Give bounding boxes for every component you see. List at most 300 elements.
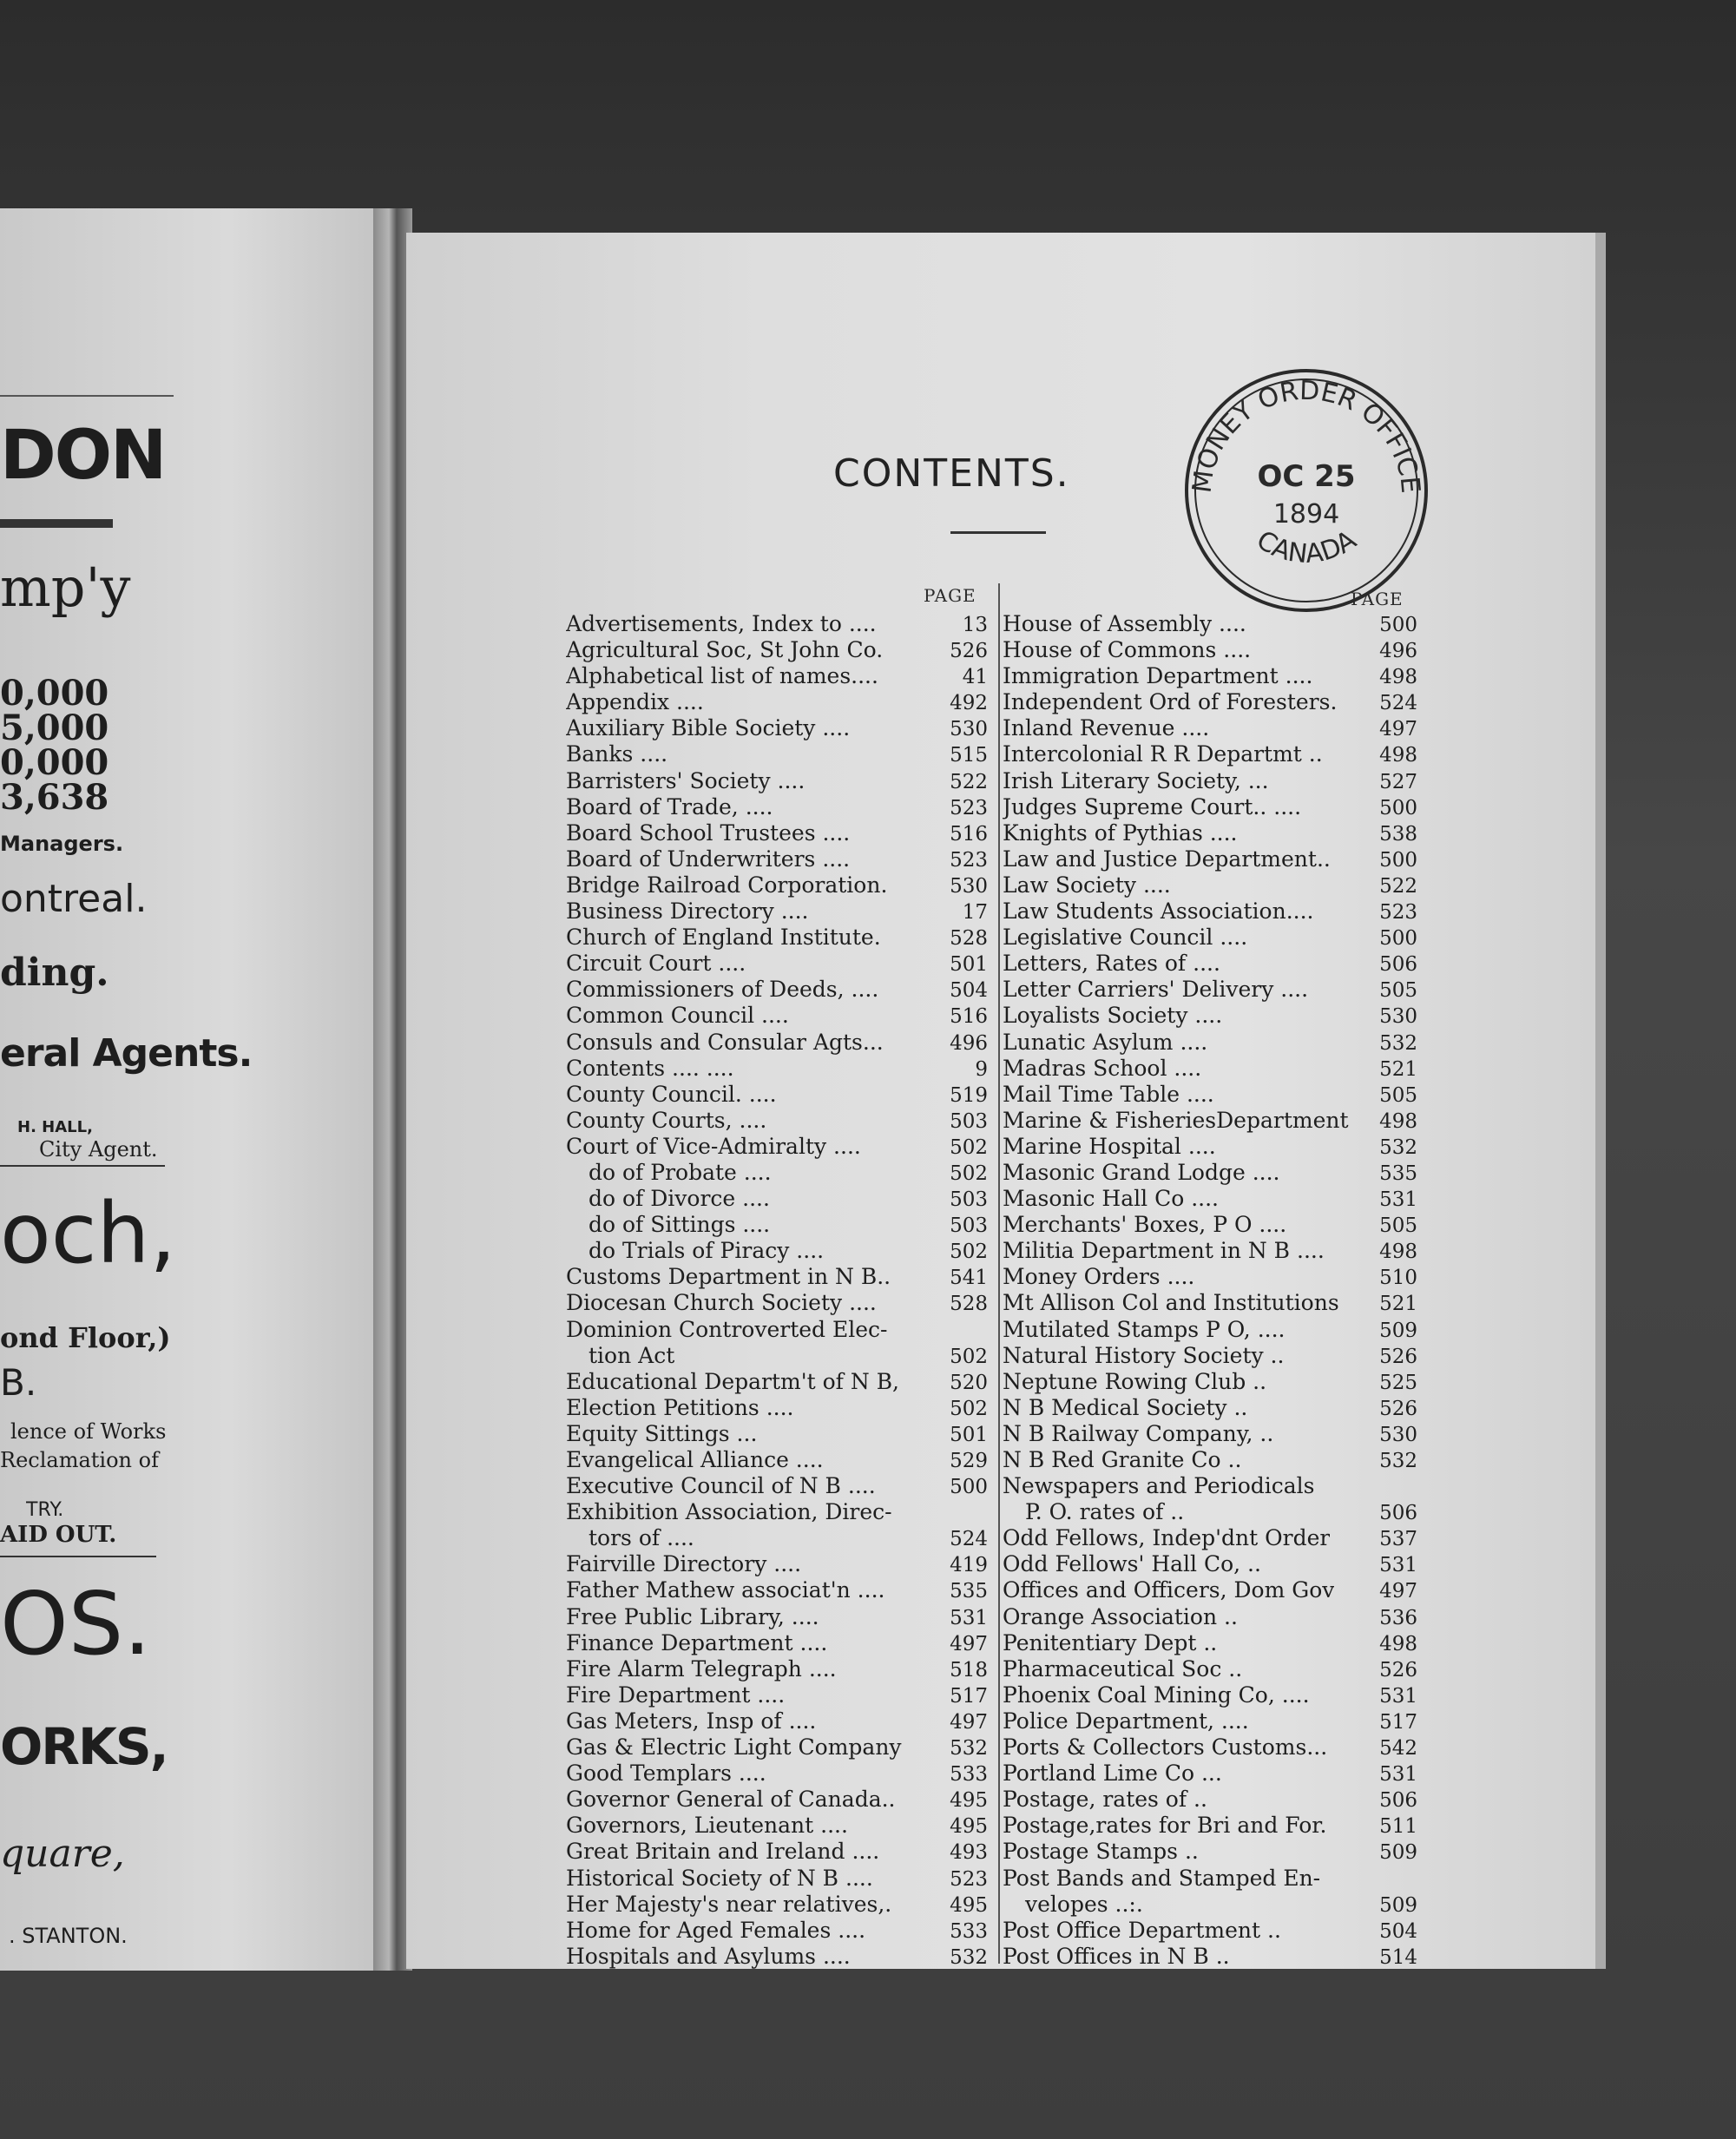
contents-entry bbox=[1003, 1212, 1417, 1238]
contents-entry-page: 517 bbox=[1379, 1710, 1417, 1734]
contents-entry bbox=[566, 1082, 988, 1108]
contents-entry bbox=[566, 1290, 988, 1316]
contents-entry-title: Business Directory .... bbox=[566, 898, 809, 925]
contents-entry-page: 506 bbox=[1379, 1502, 1417, 1525]
contents-entry-page: 535 bbox=[950, 1580, 988, 1603]
contents-entry-page: 506 bbox=[1379, 953, 1417, 977]
left-facing-page bbox=[0, 208, 382, 1971]
contents-entry bbox=[566, 872, 988, 898]
contents-entry-page: 514 bbox=[1379, 1945, 1417, 1969]
contents-entry bbox=[566, 1525, 988, 1551]
contents-entry-title: Historical Society of N B .... bbox=[566, 1865, 873, 1891]
contents-entry-page: 517 bbox=[950, 1684, 988, 1708]
contents-entry bbox=[566, 1108, 988, 1134]
contents-entry-title: Postage, rates of .. bbox=[1003, 1787, 1207, 1813]
contents-entry-title: Law Society .... bbox=[1003, 872, 1171, 898]
contents-entry bbox=[1003, 1813, 1417, 1839]
contents-entry bbox=[566, 1421, 988, 1447]
contents-entry-title: Offices and Officers, Dom Gov bbox=[1003, 1577, 1335, 1603]
left-line-agents: eral Agents. bbox=[0, 1031, 253, 1076]
contents-entry-page: 496 bbox=[1379, 640, 1417, 663]
contents-entry bbox=[1003, 1343, 1417, 1369]
contents-entry-title: velopes ..:. bbox=[1025, 1891, 1143, 1917]
contents-entry bbox=[566, 977, 988, 1003]
title-underline bbox=[950, 531, 1046, 534]
contents-entry bbox=[1003, 1369, 1417, 1395]
contents-entry-page: 505 bbox=[1379, 1083, 1417, 1107]
contents-entry bbox=[566, 1787, 988, 1813]
page-title: CONTENTS. bbox=[833, 451, 1070, 496]
contents-entry-title: do of Probate .... bbox=[589, 1159, 772, 1185]
contents-entry-page: 498 bbox=[1379, 1109, 1417, 1133]
contents-entry-title: Executive Council of N B .... bbox=[566, 1473, 876, 1499]
contents-entry-title: tors of .... bbox=[589, 1525, 694, 1551]
contents-entry bbox=[1003, 1551, 1417, 1577]
contents-entry-page: 498 bbox=[1379, 744, 1417, 767]
contents-entry-title: Home for Aged Females .... bbox=[566, 1917, 866, 1943]
contents-entry-page: 496 bbox=[950, 1031, 988, 1055]
contents-entry-page: 502 bbox=[950, 1345, 988, 1368]
contents-entry-title: Masonic Hall Co .... bbox=[1003, 1186, 1219, 1212]
contents-entry-page: 497 bbox=[950, 1710, 988, 1734]
contents-entry-page: 525 bbox=[1379, 1371, 1417, 1394]
contents-entry-title: Odd Fellows' Hall Co, .. bbox=[1003, 1551, 1261, 1577]
contents-entry bbox=[566, 1761, 988, 1787]
contents-entry-page: 500 bbox=[950, 1476, 988, 1499]
contents-entry bbox=[1003, 1108, 1417, 1134]
contents-entry-title: Board of Underwriters .... bbox=[566, 846, 851, 872]
left-line-amount-4: 3,638 bbox=[0, 777, 109, 818]
money-order-postmark bbox=[1180, 365, 1432, 616]
contents-entry-page: 537 bbox=[1379, 1528, 1417, 1551]
contents-entry-title: Appendix .... bbox=[566, 689, 704, 715]
contents-entry-page: 506 bbox=[1379, 1789, 1417, 1813]
contents-entry bbox=[1003, 1082, 1417, 1108]
contents-entry-title: P. O. rates of .. bbox=[1025, 1499, 1185, 1525]
contents-entry bbox=[1003, 1447, 1417, 1473]
contents-entry-title: Newspapers and Periodicals bbox=[1003, 1473, 1315, 1499]
stamp-top-text: MONEY ORDER OFFICE bbox=[1187, 375, 1426, 495]
contents-entry-page: 501 bbox=[950, 1423, 988, 1446]
contents-entry-page: 532 bbox=[1379, 1031, 1417, 1055]
contents-entry-title: Exhibition Association, Direc- bbox=[566, 1499, 892, 1525]
contents-entry-title: Law and Justice Department.. bbox=[1003, 846, 1331, 872]
contents-entry bbox=[566, 741, 988, 767]
contents-entry-title: House of Commons .... bbox=[1003, 637, 1252, 663]
contents-entry-page: 522 bbox=[1379, 874, 1417, 898]
left-rule-2 bbox=[0, 1165, 165, 1167]
contents-entry-title: Militia Department in N B .... bbox=[1003, 1238, 1325, 1264]
contents-entry-page: 503 bbox=[950, 1188, 988, 1212]
contents-entry bbox=[566, 1604, 988, 1630]
contents-entry-page: 500 bbox=[1379, 927, 1417, 951]
contents-entry bbox=[566, 1866, 988, 1892]
contents-entry bbox=[566, 1892, 988, 1918]
contents-entry-page: 524 bbox=[950, 1528, 988, 1551]
contents-entry bbox=[566, 768, 988, 794]
left-line-try: TRY. bbox=[26, 1499, 64, 1521]
contents-entry-page: 497 bbox=[950, 1632, 988, 1655]
contents-entry-page: 495 bbox=[950, 1893, 988, 1917]
contents-entry bbox=[566, 611, 988, 637]
contents-entry-title: N B Medical Society .. bbox=[1003, 1394, 1248, 1420]
contents-entry bbox=[1003, 1134, 1417, 1160]
contents-entry-title: Customs Department in N B.. bbox=[566, 1264, 891, 1290]
contents-entry bbox=[1003, 1866, 1417, 1892]
contents-entry bbox=[566, 663, 988, 689]
contents-entry-page: 495 bbox=[950, 1789, 988, 1813]
contents-entry-page: 502 bbox=[950, 1162, 988, 1185]
contents-entry bbox=[1003, 820, 1417, 846]
contents-entry-page: 524 bbox=[1379, 692, 1417, 715]
contents-entry bbox=[1003, 1499, 1417, 1525]
contents-entry bbox=[566, 794, 988, 820]
contents-entry-page: 531 bbox=[1379, 1554, 1417, 1577]
left-line-square: quare, bbox=[0, 1832, 125, 1876]
contents-entry-title: Money Orders .... bbox=[1003, 1264, 1195, 1290]
contents-entry-page: 516 bbox=[950, 1005, 988, 1029]
contents-entry-page: 532 bbox=[950, 1737, 988, 1761]
left-line-amount-3: 0,000 bbox=[0, 742, 109, 783]
contents-entry-page: 526 bbox=[1379, 1658, 1417, 1682]
contents-entry-title: Common Council .... bbox=[566, 1003, 789, 1029]
contents-entry bbox=[1003, 794, 1417, 820]
left-line-city-agent: City Agent. bbox=[39, 1137, 158, 1162]
contents-entry-title: Orange Association .. bbox=[1003, 1603, 1238, 1629]
contents-entry bbox=[566, 1056, 988, 1082]
left-line-aid-out: AID OUT. bbox=[0, 1522, 117, 1548]
contents-entry bbox=[566, 1003, 988, 1029]
left-line-company: mp'y bbox=[0, 556, 131, 619]
contents-entry bbox=[1003, 1473, 1417, 1499]
contents-entry bbox=[1003, 1395, 1417, 1421]
contents-entry-title: County Council. .... bbox=[566, 1081, 777, 1107]
contents-entry bbox=[566, 925, 988, 951]
contents-entry bbox=[566, 689, 988, 715]
contents-entry-page: 510 bbox=[1379, 1267, 1417, 1290]
contents-entry-page: 531 bbox=[1379, 1763, 1417, 1787]
contents-entry-title: Mail Time Table .... bbox=[1003, 1081, 1214, 1107]
contents-entry-page: 9 bbox=[975, 1057, 988, 1081]
contents-entry-page: 17 bbox=[962, 901, 988, 925]
contents-entry-page: 529 bbox=[950, 1450, 988, 1472]
contents-entry bbox=[1003, 1708, 1417, 1734]
contents-entry-page: 523 bbox=[1379, 901, 1417, 925]
contents-entry-title: Intercolonial R R Departmt .. bbox=[1003, 741, 1323, 767]
left-line-os: OS. bbox=[0, 1573, 151, 1675]
contents-entry-page: 541 bbox=[950, 1267, 988, 1290]
contents-entry-page: 492 bbox=[950, 692, 988, 715]
contents-entry-title: Immigration Department .... bbox=[1003, 663, 1313, 689]
contents-entry-title: Fairville Directory .... bbox=[566, 1551, 802, 1577]
contents-entry-title: Agricultural Soc, St John Co. bbox=[566, 637, 884, 663]
contents-entry bbox=[566, 1682, 988, 1708]
stamp-date: OC 25 bbox=[1257, 459, 1356, 494]
contents-entry bbox=[1003, 637, 1417, 663]
contents-entry-title: Penitentiary Dept .. bbox=[1003, 1629, 1218, 1655]
page-column-label-right: PAGE bbox=[1351, 589, 1404, 609]
contents-entry-page: 500 bbox=[1379, 796, 1417, 819]
contents-entry bbox=[1003, 1944, 1417, 1970]
contents-entry-page: 528 bbox=[950, 927, 988, 951]
contents-entry bbox=[1003, 1186, 1417, 1212]
contents-entry-title: Fire Department .... bbox=[566, 1682, 786, 1708]
contents-entry bbox=[566, 1839, 988, 1865]
contents-entry-title: Post Bands and Stamped En- bbox=[1003, 1865, 1321, 1891]
contents-entry bbox=[1003, 1577, 1417, 1603]
contents-entry-title: Commissioners of Deeds, .... bbox=[566, 977, 879, 1003]
contents-entry bbox=[1003, 1525, 1417, 1551]
contents-entry-page: 495 bbox=[950, 1815, 988, 1839]
contents-entry bbox=[1003, 1656, 1417, 1682]
contents-entry-title: Postage Stamps .. bbox=[1003, 1839, 1199, 1865]
contents-entry bbox=[1003, 689, 1417, 715]
contents-entry bbox=[1003, 846, 1417, 872]
contents-entry-page: 531 bbox=[1379, 1684, 1417, 1708]
left-line-b: B. bbox=[0, 1361, 37, 1404]
contents-entry-page: 522 bbox=[950, 770, 988, 793]
contents-entry-page: 530 bbox=[1379, 1005, 1417, 1029]
contents-entry bbox=[566, 1343, 988, 1369]
contents-entry-page: 502 bbox=[950, 1397, 988, 1420]
left-line-hall: H. HALL, bbox=[17, 1118, 93, 1136]
contents-entry-page: 532 bbox=[1379, 1450, 1417, 1472]
contents-entry bbox=[1003, 768, 1417, 794]
contents-entry-title: Educational Departm't of N B, bbox=[566, 1368, 900, 1394]
left-line-montreal: ontreal. bbox=[0, 877, 148, 921]
contents-entry bbox=[1003, 1761, 1417, 1787]
contents-entry-title: Barristers' Society .... bbox=[566, 767, 806, 793]
contents-entry-page: 531 bbox=[950, 1606, 988, 1629]
contents-entry-page: 500 bbox=[1379, 848, 1417, 872]
contents-entry-title: Irish Literary Society, ... bbox=[1003, 767, 1269, 793]
contents-entry-title: Alphabetical list of names.... bbox=[566, 663, 878, 689]
contents-entry bbox=[566, 1369, 988, 1395]
contents-entry-title: Governor General of Canada.. bbox=[566, 1787, 896, 1813]
contents-entry-title: Church of England Institute. bbox=[566, 925, 881, 951]
contents-entry-page: 520 bbox=[950, 1371, 988, 1394]
contents-entry-title: Consuls and Consular Agts... bbox=[566, 1029, 884, 1055]
contents-entry bbox=[566, 951, 988, 977]
contents-entry bbox=[1003, 872, 1417, 898]
contents-entry-title: Election Petitions .... bbox=[566, 1394, 794, 1420]
contents-entry bbox=[566, 1708, 988, 1734]
contents-entry-title: Court of Vice-Admiralty .... bbox=[566, 1133, 861, 1159]
contents-entry-title: Judges Supreme Court.. .... bbox=[1003, 793, 1302, 819]
contents-entry-title: Dominion Controverted Elec- bbox=[566, 1316, 888, 1342]
left-line-stanton: . STANTON. bbox=[9, 1924, 128, 1948]
contents-entry bbox=[1003, 663, 1417, 689]
contents-entry bbox=[1003, 1839, 1417, 1865]
contents-entry-title: Free Public Library, .... bbox=[566, 1603, 819, 1629]
contents-entry-title: Bridge Railroad Corporation. bbox=[566, 872, 888, 898]
left-rule-3 bbox=[0, 1556, 156, 1557]
contents-entry-title: Neptune Rowing Club .. bbox=[1003, 1368, 1267, 1394]
contents-entry bbox=[566, 1212, 988, 1238]
contents-entry-title: Governors, Lieutenant .... bbox=[566, 1813, 848, 1839]
contents-entry-title: Gas & Electric Light Company bbox=[566, 1734, 902, 1761]
contents-entry-title: Mt Allison Col and Institutions bbox=[1003, 1290, 1339, 1316]
contents-entry-title: Her Majesty's near relatives,. bbox=[566, 1891, 892, 1917]
contents-entry-page: 536 bbox=[1379, 1606, 1417, 1629]
contents-entry-title: Diocesan Church Society .... bbox=[566, 1290, 877, 1316]
contents-entry-title: Fire Alarm Telegraph .... bbox=[566, 1655, 837, 1682]
contents-entry-page: 528 bbox=[950, 1293, 988, 1316]
contents-entry bbox=[566, 1473, 988, 1499]
left-line-floor: ond Floor,) bbox=[0, 1321, 171, 1354]
contents-entry-page: 509 bbox=[1379, 1841, 1417, 1865]
contents-entry-page: 526 bbox=[950, 640, 988, 663]
contents-entry bbox=[1003, 951, 1417, 977]
contents-entry bbox=[566, 637, 988, 663]
contents-entry-page: 497 bbox=[1379, 1580, 1417, 1603]
contents-entry-page: 498 bbox=[1379, 1632, 1417, 1655]
contents-entry-page: 527 bbox=[1379, 770, 1417, 793]
contents-entry-page: 500 bbox=[1379, 614, 1417, 636]
contents-entry-page: 502 bbox=[950, 1135, 988, 1159]
contents-entry-title: Inland Revenue .... bbox=[1003, 715, 1210, 741]
left-line-heading: DON bbox=[0, 417, 166, 495]
contents-entry-page: 532 bbox=[950, 1945, 988, 1969]
contents-entry-title: Board of Trade, .... bbox=[566, 793, 773, 819]
contents-entry-page: 521 bbox=[1379, 1057, 1417, 1081]
contents-entry-title: Marine & FisheriesDepartment bbox=[1003, 1107, 1349, 1133]
contents-entry-page: 519 bbox=[950, 1083, 988, 1107]
contents-entry-title: Ports & Collectors Customs... bbox=[1003, 1734, 1328, 1761]
contents-entry-page: 531 bbox=[1379, 1188, 1417, 1212]
contents-entry bbox=[566, 715, 988, 741]
column-divider bbox=[998, 583, 1000, 1964]
contents-entry bbox=[566, 1918, 988, 1944]
contents-entry-title: Great Britain and Ireland .... bbox=[566, 1839, 880, 1865]
contents-entry-title: Letter Carriers' Delivery .... bbox=[1003, 977, 1309, 1003]
contents-entry-title: Lunatic Asylum .... bbox=[1003, 1029, 1208, 1055]
contents-entry-page: 538 bbox=[1379, 822, 1417, 846]
contents-entry bbox=[566, 1551, 988, 1577]
contents-entry-page: 498 bbox=[1379, 1241, 1417, 1264]
contents-entry bbox=[566, 1447, 988, 1473]
left-line-works: lence of Works bbox=[10, 1419, 167, 1444]
contents-entry-title: N B Red Granite Co .. bbox=[1003, 1447, 1242, 1472]
contents-entry-title: Advertisements, Index to .... bbox=[566, 611, 877, 636]
contents-entry-page: 535 bbox=[1379, 1162, 1417, 1185]
contents-entry-title: do of Divorce .... bbox=[589, 1186, 770, 1212]
contents-entry-page: 509 bbox=[1379, 1893, 1417, 1917]
contents-entry-title: Hospitals and Asylums .... bbox=[566, 1943, 851, 1969]
stamp-year: 1894 bbox=[1272, 499, 1340, 530]
left-line-orks: ORKS, bbox=[0, 1717, 168, 1776]
contents-entry-page: 532 bbox=[1379, 1135, 1417, 1159]
contents-entry-title: Portland Lime Co ... bbox=[1003, 1761, 1222, 1787]
contents-entry bbox=[566, 846, 988, 872]
contents-entry bbox=[566, 1944, 988, 1970]
contents-entry bbox=[1003, 1238, 1417, 1264]
contents-entry bbox=[1003, 925, 1417, 951]
contents-entry-page: 530 bbox=[1379, 1423, 1417, 1446]
contents-entry bbox=[566, 820, 988, 846]
left-line-managers: Managers. bbox=[0, 832, 124, 856]
contents-entry-title: tion Act bbox=[589, 1342, 675, 1368]
contents-entry-page: 503 bbox=[950, 1109, 988, 1133]
contents-entry-title: Knights of Pythias .... bbox=[1003, 819, 1238, 846]
contents-entry bbox=[566, 898, 988, 925]
contents-entry bbox=[566, 1030, 988, 1056]
contents-entry-title: Loyalists Society .... bbox=[1003, 1003, 1223, 1029]
contents-entry-page: 419 bbox=[950, 1554, 988, 1577]
contents-entry bbox=[1003, 977, 1417, 1003]
contents-entry-page: 41 bbox=[962, 666, 988, 689]
contents-entry bbox=[1003, 1421, 1417, 1447]
contents-entry-title: Mutilated Stamps P O, .... bbox=[1003, 1316, 1286, 1342]
contents-entry bbox=[566, 1499, 988, 1525]
contents-entry-page: 523 bbox=[950, 848, 988, 872]
contents-entry bbox=[1003, 715, 1417, 741]
left-line-och: och, bbox=[0, 1185, 176, 1282]
contents-entry-title: Circuit Court .... bbox=[566, 951, 746, 977]
left-top-rule bbox=[0, 395, 174, 397]
contents-entry bbox=[1003, 1892, 1417, 1918]
contents-entry-page: 501 bbox=[950, 953, 988, 977]
contents-entry-title: Police Department, .... bbox=[1003, 1708, 1249, 1734]
contents-entry bbox=[1003, 1630, 1417, 1656]
contents-entry bbox=[1003, 1003, 1417, 1029]
contents-entry-title: Contents .... .... bbox=[566, 1055, 734, 1081]
left-line-amount-2: 5,000 bbox=[0, 708, 109, 748]
contents-entry-title: Equity Sittings ... bbox=[566, 1420, 758, 1446]
contents-entry-title: Evangelical Alliance .... bbox=[566, 1447, 824, 1472]
contents-entry bbox=[1003, 1160, 1417, 1186]
contents-entry-page: 542 bbox=[1379, 1737, 1417, 1761]
contents-entry-page: 503 bbox=[950, 1214, 988, 1238]
contents-entry-title: House of Assembly .... bbox=[1003, 611, 1246, 636]
contents-entry-title: Legislative Council .... bbox=[1003, 925, 1248, 951]
contents-entry-title: N B Railway Company, .. bbox=[1003, 1420, 1274, 1446]
contents-entry-title: Auxiliary Bible Society .... bbox=[566, 715, 851, 741]
contents-entry bbox=[1003, 1682, 1417, 1708]
contents-entry bbox=[1003, 1056, 1417, 1082]
contents-entry-page: 504 bbox=[1379, 1919, 1417, 1943]
contents-entry bbox=[566, 1813, 988, 1839]
contents-entry-title: Marine Hospital .... bbox=[1003, 1133, 1216, 1159]
contents-entry bbox=[566, 1630, 988, 1656]
stamp-bottom-text: CANADA bbox=[1251, 524, 1362, 570]
contents-entry-page: 498 bbox=[1379, 666, 1417, 689]
contents-entry bbox=[566, 1134, 988, 1160]
contents-entry-title: do Trials of Piracy .... bbox=[589, 1238, 825, 1264]
contents-entry-title: do of Sittings .... bbox=[589, 1212, 771, 1238]
contents-entry-page: 523 bbox=[950, 796, 988, 819]
contents-entry-page: 505 bbox=[1379, 1214, 1417, 1238]
contents-entry-title: Madras School .... bbox=[1003, 1055, 1202, 1081]
contents-entry-page: 530 bbox=[950, 718, 988, 741]
contents-entry-title: Pharmaceutical Soc .. bbox=[1003, 1655, 1243, 1682]
contents-entry-page: 526 bbox=[1379, 1345, 1417, 1368]
contents-entry bbox=[1003, 1030, 1417, 1056]
contents-entry-page: 533 bbox=[950, 1919, 988, 1943]
contents-entry bbox=[566, 1264, 988, 1290]
contents-entry-title: Banks .... bbox=[566, 741, 668, 767]
contents-entry-title: Father Mathew associat'n .... bbox=[566, 1577, 885, 1603]
contents-entry-title: Law Students Association.... bbox=[1003, 898, 1314, 925]
contents-entry bbox=[1003, 1604, 1417, 1630]
contents-entry-title: Letters, Rates of .... bbox=[1003, 951, 1220, 977]
contents-entry-title: Phoenix Coal Mining Co, .... bbox=[1003, 1682, 1310, 1708]
contents-entry-page: 530 bbox=[950, 874, 988, 898]
contents-entry bbox=[1003, 1734, 1417, 1761]
page-column-label-left: PAGE bbox=[924, 585, 976, 606]
contents-entry-page: 526 bbox=[1379, 1397, 1417, 1420]
contents-entry-page: 504 bbox=[950, 979, 988, 1003]
